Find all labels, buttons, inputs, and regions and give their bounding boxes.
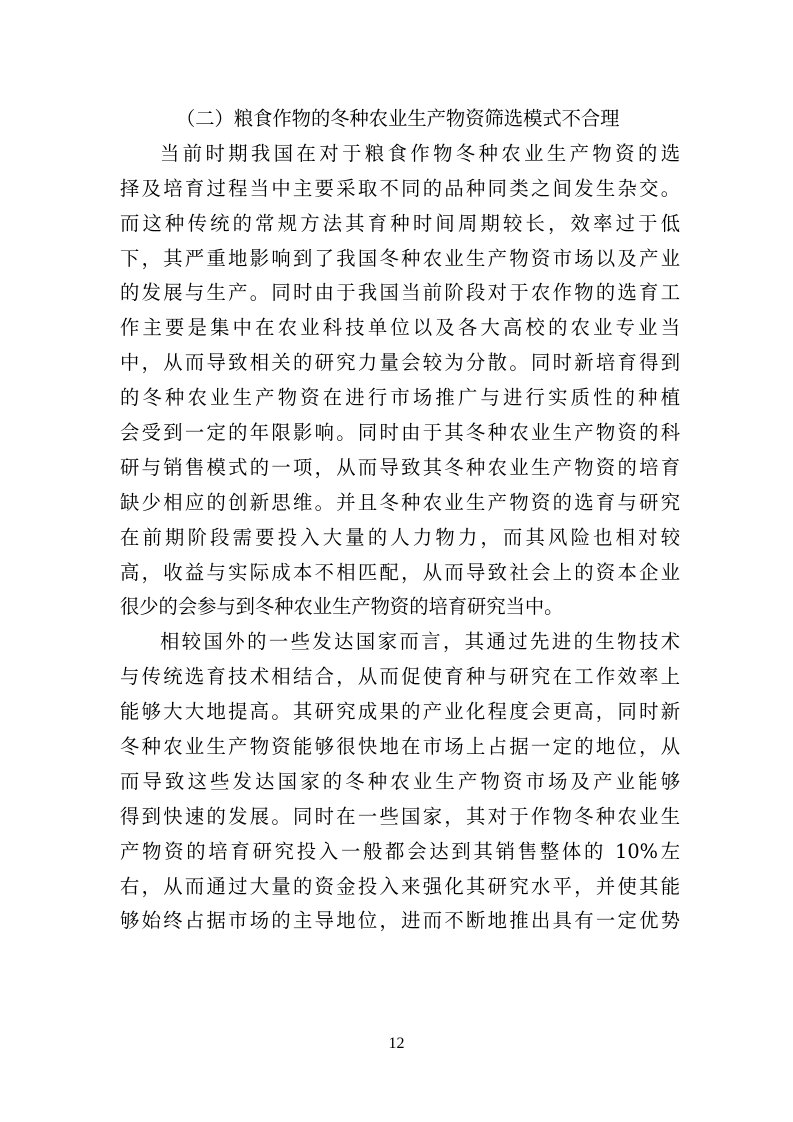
paragraph-1-line: 当前时期我国在对于粮食作物冬种农业生产物资的选: [160, 141, 680, 165]
paragraph-1-line: 而这种传统的常规方法其育种时间周期较长，效率过于低: [120, 211, 680, 235]
paragraph-1-line: 择及培育过程当中主要采取不同的品种同类之间发生杂交。: [120, 176, 680, 200]
page-number: 12: [388, 1035, 405, 1052]
paragraph-1-line: 很少的会参与到冬种农业生产物资的培育研究当中。: [120, 595, 564, 619]
paragraph-2-line: 而导致这些发达国家的冬种农业生产物资市场及产业能够: [120, 769, 680, 793]
paragraph-1-line: 高，收益与实际成本不相匹配，从而导致社会上的资本企业: [120, 560, 680, 584]
paragraph-1-line: 作主要是集中在农业科技单位以及各大高校的农业专业当: [120, 316, 680, 340]
paragraph-2-line: 得到快速的发展。同时在一些国家，其对于作物冬种农业生: [120, 804, 680, 828]
paragraph-2-line: 够始终占据市场的主导地位，进而不断地推出具有一定优势: [120, 909, 680, 933]
paragraph-1-line: 的冬种农业生产物资在进行市场推广与进行实质性的种植: [120, 386, 680, 410]
paragraph-2-line: 冬种农业生产物资能够很快地在市场上占据一定的地位，从: [120, 735, 680, 759]
paragraph-2-line: 能够大大地提高。其研究成果的产业化程度会更高，同时新: [120, 700, 680, 724]
paragraph-1-line: 在前期阶段需要投入大量的人力物力，而其风险也相对较: [120, 525, 680, 549]
paragraph-2-line: 相较国外的一些发达国家而言，其通过先进的生物技术: [160, 630, 680, 654]
paragraph-2-line: 右，从而通过大量的资金投入来强化其研究水平，并使其能: [120, 874, 680, 898]
paragraph-1-line: 研与销售模式的一项，从而导致其冬种农业生产物资的培育: [120, 455, 680, 479]
paragraph-1-line: 的发展与生产。同时由于我国当前阶段对于农作物的选育工: [120, 281, 680, 305]
section-heading: （二）粮食作物的冬种农业生产物资筛选模式不合理: [176, 107, 620, 130]
paragraph-1-line: 下，其严重地影响到了我国冬种农业生产物资市场以及产业: [120, 246, 680, 270]
paragraph-2-line: 与传统选育技术相结合，从而促使育种与研究在工作效率上: [120, 665, 680, 689]
paragraph-1-line: 缺少相应的创新思维。并且冬种农业生产物资的选育与研究: [120, 490, 680, 514]
paragraph-1-line: 会受到一定的年限影响。同时由于其冬种农业生产物资的科: [120, 421, 680, 445]
document-body: [120, 102, 680, 939]
paragraph-2-line: 产物资的培育研究投入一般都会达到其销售整体的 10%左: [120, 839, 680, 863]
paragraph-1-line: 中，从而导致相关的研究力量会较为分散。同时新培育得到: [120, 351, 680, 375]
